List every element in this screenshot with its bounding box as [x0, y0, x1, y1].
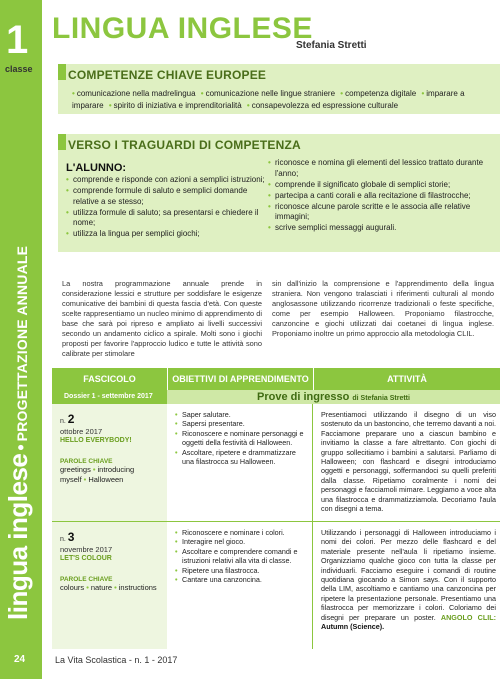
prove-title: Prove di ingresso	[257, 391, 350, 403]
competenza-text: comunicazione nella madrelingua	[76, 89, 196, 98]
header-fascicolo: FASCICOLO	[52, 368, 167, 390]
clil-value: Autumn (Science).	[321, 622, 385, 632]
competenza-text: spirito di iniziativa e imprenditorialità	[113, 101, 242, 110]
issue-date: novembre 2017	[60, 545, 113, 554]
competenze-heading: COMPETENZE CHIAVE EUROPEE	[68, 68, 267, 82]
bullet-icon: •	[108, 101, 112, 110]
traguardo-item: • comprende il significato globale di semplici storie;	[268, 180, 492, 191]
obiettivo-item: • Ripetere una filastrocca.	[175, 566, 308, 575]
issue-prefix: n.	[60, 418, 68, 425]
traguardo-item: • comprende e risponde con azioni a semplici istruzioni;	[66, 175, 266, 186]
issue-value: 2	[67, 412, 75, 426]
grade-label: classe	[5, 64, 33, 74]
bullet-icon: •	[200, 89, 204, 98]
panel-accent-bar	[58, 134, 66, 150]
bullet-icon: •	[72, 89, 75, 98]
header-obiettivi: OBIETTIVI DI APPRENDIMENTO	[168, 368, 313, 390]
obiettivi-cell	[167, 404, 313, 521]
competenze-list	[72, 88, 492, 112]
table-row	[52, 522, 500, 649]
competenza-item	[72, 89, 196, 98]
footer-publication: La Vita Scolastica - n. 1 - 2017	[55, 655, 178, 665]
competenza-item	[109, 101, 242, 110]
fascicolo-cell	[52, 404, 167, 521]
author-name: Stefania Stretti	[296, 40, 367, 51]
page-title: LINGUA INGLESE	[52, 12, 313, 45]
sidebar	[0, 0, 42, 679]
issue-number	[60, 530, 161, 544]
parola-chiave: introducing myself	[60, 465, 135, 484]
obiettivo-item: • Ascoltare, ripetere e drammatizzare una filastrocca su Halloween.	[175, 448, 308, 467]
fascicolo-cell	[52, 522, 167, 649]
traguardi-column-1	[66, 175, 266, 240]
traguardi-column-2	[268, 158, 492, 234]
competenza-text: consapevolezza ed espressione culturale	[251, 101, 399, 110]
vertical-subtitle: PROGETTAZIONE ANNUALE	[14, 245, 30, 442]
obiettivo-item: • Saper salutare.	[175, 410, 308, 419]
parola-chiave: instructions	[118, 583, 157, 592]
competenze-panel	[58, 64, 500, 114]
obiettivo-item: • Riconoscere e nominare i colori.	[175, 528, 308, 537]
issue-date: ottobre 2017	[60, 427, 103, 436]
bullet-icon: •	[421, 89, 425, 98]
traguardo-item: • utilizza formule di saluto; sa presentarsi e chiedere il nome;	[66, 208, 266, 229]
competenza-item	[340, 89, 416, 98]
grade-number: 1	[6, 18, 29, 62]
vertical-separator: •	[11, 444, 31, 451]
bullet-icon: •	[246, 101, 250, 110]
vertical-title	[3, 246, 34, 620]
parole-chiave-list	[60, 583, 161, 593]
parola-chiave: nature	[90, 583, 113, 592]
clil-label: ANGOLO CLIL:	[440, 612, 497, 622]
vertical-subject: lingua inglese	[3, 453, 33, 620]
obiettivi-cell	[167, 522, 313, 649]
attivita-cell	[313, 404, 500, 521]
header-attivita: ATTIVITÀ	[314, 368, 500, 390]
obiettivo-item: • Riconoscere e nominare personaggi e oggetti della festività di Halloween.	[175, 429, 308, 448]
intro-left: La nostra programmazione annuale prende in considerazione lessici e strutture per soddisfare le esigenze comunicative dei bambini di questa fascia d'età. Con queste scelte rappresentiamo un nucleo minimo di apprendimento di base che sarà poi ripreso e ampliato ai livelli successivi secondo un andamento ciclico a spirale. Molti sono i giochi proposti per favorire l'approccio ludico e tutte le attività sono calibrate per stimolare	[62, 279, 262, 358]
attivita-cell	[313, 522, 500, 649]
parola-chiave: Halloween	[88, 475, 124, 484]
bullet-icon: •	[86, 583, 89, 592]
parole-chiave-label: PAROLE CHIAVE	[60, 458, 113, 465]
programme-table	[52, 368, 500, 649]
bullet-icon: •	[92, 465, 96, 474]
issue-value: 3	[67, 530, 75, 544]
traguardo-item: • comprende formule di saluto e semplici domande relative a se stesso;	[66, 186, 266, 207]
competenza-text: comunicazione nelle lingue straniere	[205, 89, 336, 98]
table-row	[52, 404, 500, 521]
obiettivo-item: • Sapersi presentare.	[175, 419, 308, 428]
issue-prefix: n.	[60, 536, 68, 543]
traguardo-item: • utilizza la lingua per semplici giochi;	[66, 229, 266, 240]
attivita-text: Utilizzando i personaggi di Halloween introduciamo i nomi dei colori. Per mezzo delle flashcard e del materiale presente nell'aula li ripetiamo insieme. Organizziamo qualche gioco con tutta la classe per individuarli. Facciamo eseguire i comandi di routine quotidiana giocando a Simon says. Con il supporto della LIM, ascoltiamo e cantiamo una canzoncina per ripetere la presentazione personale. Presentiamo una filastrocca per memorizzare i colori. Coloriamo dei disegni per preparare un poster. ANGOLO CLIL: Autumn (Science).	[321, 528, 497, 632]
bullet-icon: •	[114, 583, 117, 592]
parole-chiave-label: PAROLE CHIAVE	[60, 576, 113, 583]
bullet-icon: •	[340, 89, 344, 98]
traguardo-item: • riconosce e nomina gli elementi del lessico trattato durante l'anno;	[268, 158, 492, 179]
attivita-text: Presentiamoci utilizzando il disegno di un viso sostenuto da un bastoncino, che terremo davanti a noi. Facciamone preparare uno a ciascun bambino e invitiamo la classe a fare altrettanto. Con giochi di gruppo sollecitiamo i bambini a salutarsi. Parliamo di Halloween; con flashcard e disegni introduciamo oggetti e personaggi, soffermandoci su quelli preferiti dalla classe. Ripetiamo coralmente i nomi dei personaggi e facciamoli mimare. Leggiamo a voce alta una filastrocca e drammatizziamola. Decoriamo l'aula con disegni a tema.	[321, 410, 497, 514]
competenza-item	[247, 101, 398, 110]
dossier-label: Dossier 1 - settembre 2017	[52, 390, 167, 404]
panel-accent-bar	[58, 64, 66, 80]
obiettivo-item: • Cantare una canzoncina.	[175, 575, 308, 584]
prove-author: di Stefania Stretti	[352, 395, 410, 402]
parola-chiave: greetings	[60, 465, 91, 474]
bullet-icon: •	[83, 475, 87, 484]
alunno-label: L'ALUNNO:	[66, 162, 127, 174]
competenza-text: imparare a imparare	[72, 89, 465, 110]
parola-chiave: colours	[60, 583, 85, 592]
traguardo-item: • riconosce alcune parole scritte e le associa alle relative immagini;	[268, 202, 492, 223]
unit-title: HELLO EVERYBODY!	[60, 437, 132, 444]
traguardo-item: • partecipa a canti corali e alla recitazione di filastrocche;	[268, 191, 492, 202]
obiettivo-item: • Ascoltare e comprendere comandi e istruzioni relativi alla vita di classe.	[175, 547, 308, 566]
traguardo-item: • scrive semplici messaggi augurali.	[268, 223, 492, 234]
page-number: 24	[14, 654, 26, 665]
unit-title: LET'S COLOUR	[60, 555, 112, 562]
intro-right: sin dall'inizio la comprensione e l'apprendimento della lingua straniera. Non vengono tralasciati i riferimenti culturali al mondo anglosassone utilizzando ricorrenze tradizionali o feste specifiche, come per esempio Halloween. Proponiamo filastrocche, canzoncine e giochi utilizzati dai coetanei di lingua inglese. Proponiamo inoltre un primo approccio alla metodologia CLIL.	[272, 279, 494, 338]
parole-chiave-list	[60, 465, 161, 485]
prove-ingresso	[167, 390, 500, 404]
competenza-item	[201, 89, 335, 98]
obiettivo-item: • Interagire nel gioco.	[175, 537, 308, 546]
traguardi-heading: VERSO I TRAGUARDI DI COMPETENZA	[68, 138, 301, 152]
competenza-text: competenza digitale	[345, 89, 417, 98]
issue-number	[60, 412, 161, 426]
